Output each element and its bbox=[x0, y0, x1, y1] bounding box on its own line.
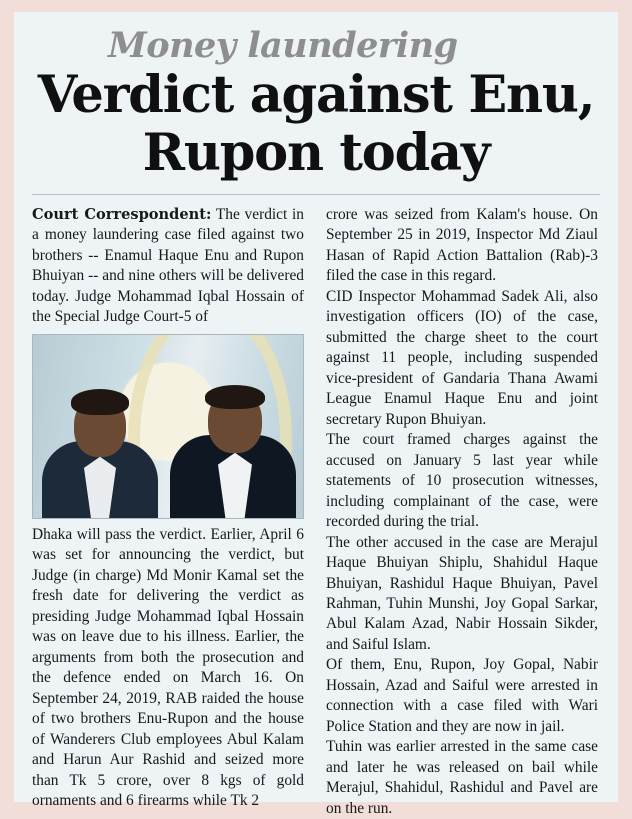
left-column-paragraph-2: Dhaka will pass the verdict. Earlier, April 6 was set for announcing the verdict, but Judge (in charge) Md Monir Kamal set the fresh date for delivering the verdict as presiding Judge Mohammad Iqbal Hossain was on leave due to his illness. Earlier, the arguments from both the prosecution and the defence ended on March 16. On September 24, 2019, RAB raided the house of two brothers Enu-Rupon and the house of Wanderers Club employees Abul Kalam and Harun Aur Rashid and seized more than Tk 5 crore, over 8 kgs of gold ornaments and 6 firearms while Tk 2 bbox=[32, 525, 304, 809]
photo-person-left bbox=[40, 369, 160, 519]
lead-paragraph-text: The verdict in a money laundering case filed against two brothers -- Enamul Haque Enu and Rupon Bhuiyan -- and nine others will be delivered today. Judge Mohammad Iqbal Hossain of the Special Judge Court-5 of bbox=[32, 205, 304, 326]
headline-divider bbox=[32, 194, 600, 195]
article-kicker: Money laundering bbox=[108, 25, 458, 66]
byline-label: Court Correspondent: bbox=[32, 205, 212, 223]
headline-line-1: Verdict against Enu, bbox=[37, 64, 595, 125]
left-column bbox=[32, 205, 304, 812]
right-column-paragraph-2: CID Inspector Mohammad Sadek Ali, also investigation officers (IO) of the case, submitted the charge sheet to the court against 11 people, including suspended vice-president of Gandaria Thana Awami League Enamul Haque Enu and joint secretary Rupon Bhuiyan. bbox=[326, 287, 598, 428]
right-column-paragraph-4: The other accused in the case are Merajul Haque Bhuiyan Shiplu, Shahidul Haque Bhuiyan, Rashidul Haque Bhuiyan, Pavel Rahman, Tuhin Munshi, Joy Gopal Sarkar, Abul Kalam Azad, Nabir Hossain Sikder, and Saiful Islam. bbox=[326, 533, 598, 653]
right-column bbox=[326, 205, 598, 819]
article-columns bbox=[32, 205, 600, 819]
right-column-paragraph-1: crore was seized from Kalam's house. On September 25 in 2019, Inspector Md Ziaul Hasan of Rapid Action Battalion (Rab)-3 filed the case in this regard. bbox=[326, 205, 598, 285]
person-left-hair bbox=[71, 389, 129, 415]
article-headline bbox=[32, 64, 600, 183]
person-right-hair bbox=[205, 385, 265, 409]
news-article-page bbox=[14, 12, 618, 817]
headline-line-2: Rupon today bbox=[142, 122, 490, 183]
right-column-paragraph-3: The court framed charges against the accused on January 5 last year while statements of 10 prosecution witnesses, including complainant of the case, were recorded during the trial. bbox=[326, 431, 598, 531]
article-photo bbox=[32, 334, 304, 519]
lead-paragraph bbox=[32, 205, 304, 328]
photo-person-right bbox=[168, 361, 298, 519]
right-column-paragraph-6: Tuhin was earlier arrested in the same case and later he was released on bail while Merajul, Shahidul, Rashidul and Pavel are on the run. bbox=[326, 738, 598, 817]
right-column-paragraph-5: Of them, Enu, Rupon, Joy Gopal, Nabir Hossain, Azad and Saiful were arrested in connection with a case filed with Wari Police Station and they are now in jail. bbox=[326, 656, 598, 735]
